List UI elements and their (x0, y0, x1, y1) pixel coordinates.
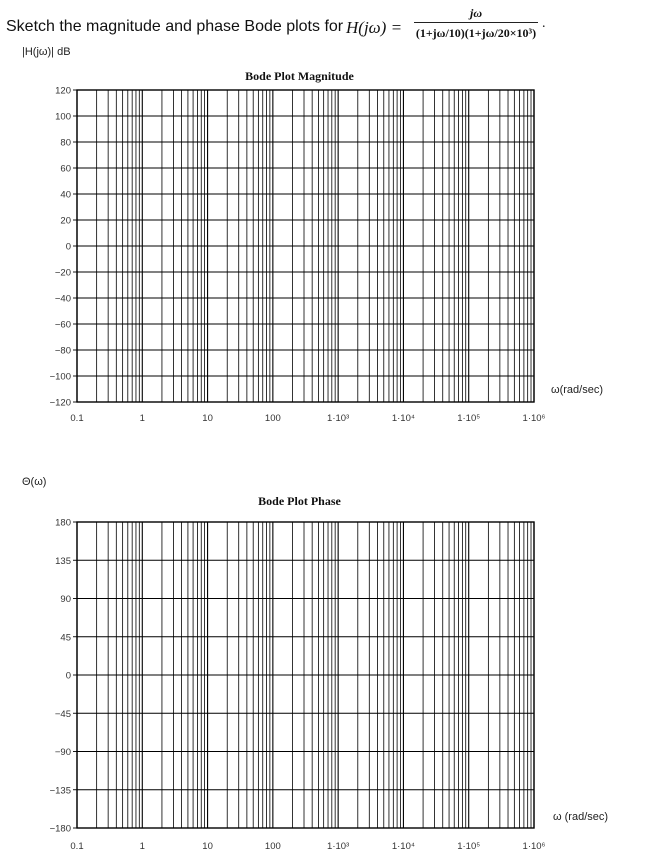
mag-y-tick-label: 80 (60, 137, 71, 149)
phase-x-tick-label: 1·10⁵ (457, 841, 481, 852)
mag-y-tick-label: 120 (55, 85, 71, 97)
phase-x-tick-label: 1·10⁴ (391, 841, 415, 852)
phase-plot (22, 476, 608, 852)
mag-x-axis-label: ω(rad/sec) (551, 384, 603, 396)
fraction-denominator: (1+jω/10)(1+jω/20×10³) (415, 26, 537, 40)
fraction-numerator: jω (469, 6, 482, 20)
phase-y-tick-label: 180 (55, 517, 71, 529)
mag-y-tick-label: −60 (54, 319, 71, 331)
mag-y-tick-label: −40 (54, 293, 71, 305)
phase-x-axis-label: ω (rad/sec) (553, 811, 609, 823)
mag-x-tick-label: 1·10⁶ (522, 413, 546, 424)
mag-x-tick-label: 1 (139, 413, 145, 424)
transfer-function-lhs: H(jω) = (346, 18, 403, 37)
phase-y-tick-label: 45 (60, 632, 71, 644)
mag-x-tick-label: 0.1 (70, 413, 84, 424)
mag-y-tick-label: 100 (55, 111, 71, 123)
phase-y-tick-label: −90 (54, 747, 71, 758)
mag-y-tick-label: −120 (49, 397, 71, 409)
mag-y-tick-label: 60 (60, 163, 71, 175)
phase-y-tick-label: −135 (49, 785, 71, 797)
phase-y-axis-label: Θ(ω) (22, 476, 47, 488)
mag-chart-title: Bode Plot Magnitude (245, 69, 354, 83)
mag-y-tick-label: 20 (60, 215, 71, 227)
phase-x-tick-label: 1·10⁶ (522, 841, 546, 852)
mag-y-tick-label: 0 (65, 241, 71, 253)
mag-x-tick-label: 1·10⁵ (457, 413, 481, 424)
phase-chart-title: Bode Plot Phase (258, 494, 341, 508)
mag-y-tick-label: −100 (49, 371, 71, 383)
phase-x-tick-label: 100 (264, 841, 281, 852)
mag-y-axis-label: |H(jω)| dB (22, 46, 71, 58)
mag-plot (22, 46, 603, 424)
phase-y-tick-label: 90 (60, 594, 71, 605)
phase-y-tick-label: 0 (65, 670, 71, 682)
trailing-period: . (542, 16, 546, 31)
phase-x-tick-label: 10 (202, 841, 213, 852)
phase-x-tick-label: 0.1 (70, 841, 84, 852)
phase-x-tick-label: 1·10³ (327, 841, 350, 852)
mag-x-tick-label: 1·10⁴ (391, 413, 415, 424)
problem-text: Sketch the magnitude and phase Bode plots for (6, 18, 344, 35)
mag-y-tick-label: 40 (60, 189, 71, 201)
phase-x-tick-label: 1 (139, 841, 145, 852)
phase-y-tick-label: −45 (54, 708, 71, 720)
mag-y-tick-label: −80 (54, 345, 71, 357)
mag-x-tick-label: 10 (202, 413, 213, 424)
mag-x-tick-label: 100 (264, 413, 281, 424)
mag-x-tick-label: 1·10³ (327, 413, 350, 424)
phase-y-tick-label: 135 (55, 555, 71, 567)
mag-y-tick-label: −20 (54, 267, 71, 279)
phase-y-tick-label: −180 (49, 823, 71, 835)
